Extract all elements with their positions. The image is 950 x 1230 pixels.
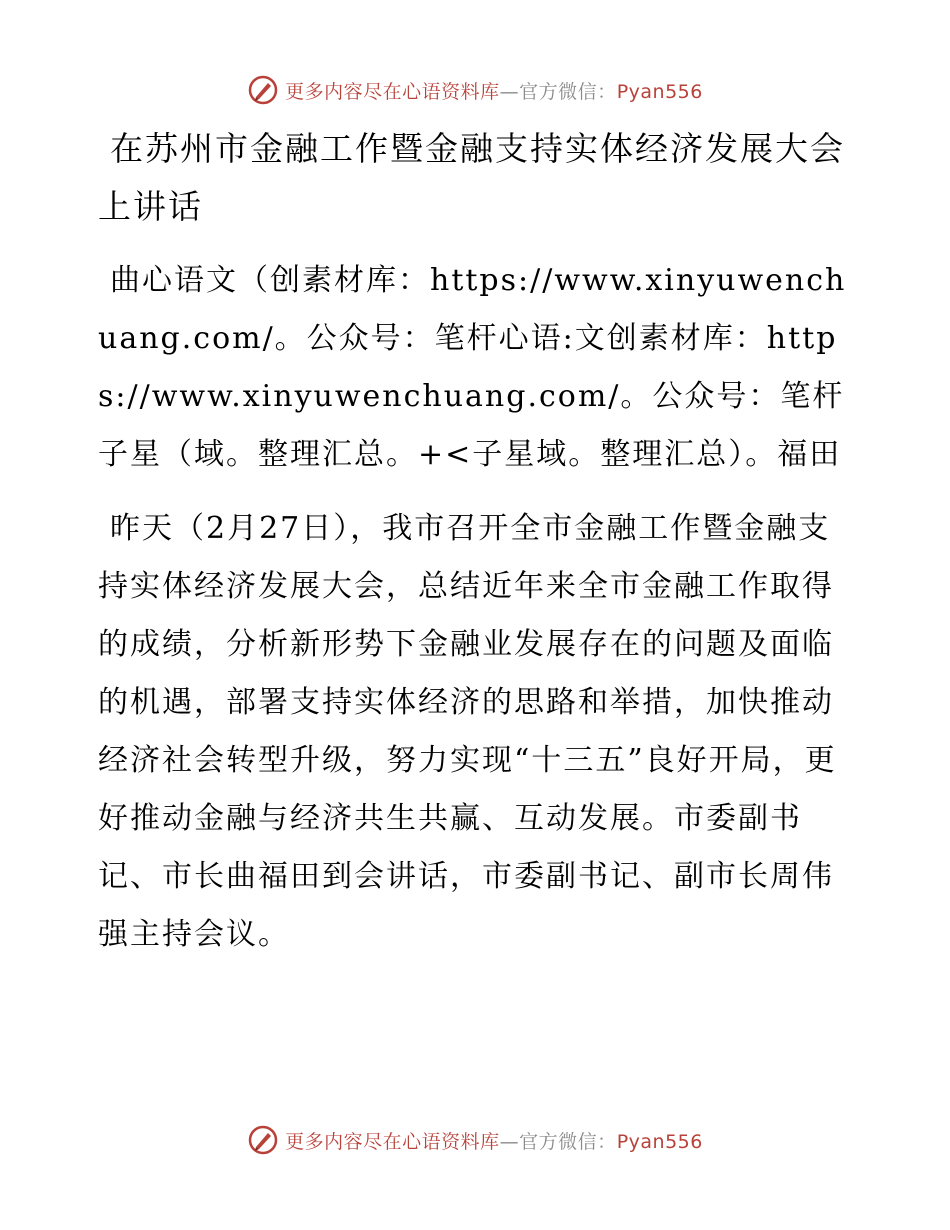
pen-circle-logo-icon (247, 74, 279, 106)
banner-main-text: 更多内容尽在心语资料库 (285, 80, 500, 103)
document-body (98, 120, 850, 964)
paragraph-2: 昨天（2月27日），我市召开全市金融工作暨金融支持实体经济发展大会，总结近年来全市金融工作取得的成绩，分析新形势下金融业发展存在的问题及面临的机遇，部署支持实体经济的思路和举措，加快推动经济社会转型升级，努力实现“十三五”良好开局，更好推动金融与经济共生共赢、互动发展。市委副书记、市长曲福田到会讲话，市委副书记、副市长周伟强主持会议。 (98, 511, 837, 952)
footer-banner (0, 1120, 950, 1160)
banner-wechat-label: 官方微信： (519, 1130, 617, 1153)
banner-text (285, 77, 703, 104)
banner-text (285, 1127, 703, 1154)
paragraph-1: 曲心语文（创素材库：https://www.xinyuwenchuang.com/。公众号：笔杆心语:文创素材库：https://www.xinyuwenchuang.com/。公众号：笔杆子星（域。整理汇总。+<子星域。整理汇总）。福田 (98, 263, 847, 472)
banner-dash: — (499, 80, 520, 103)
document-title: 在苏州市金融工作暨金融支持实体经济发展大会上讲话 (98, 129, 845, 226)
pen-circle-logo-icon (247, 1124, 279, 1156)
banner-wechat-id: Pyan556 (616, 80, 703, 103)
banner-main-text: 更多内容尽在心语资料库 (285, 1130, 500, 1153)
banner-dash: — (499, 1130, 520, 1153)
banner-wechat-label: 官方微信： (519, 80, 617, 103)
header-banner (0, 70, 950, 110)
banner-wechat-id: Pyan556 (616, 1130, 703, 1153)
